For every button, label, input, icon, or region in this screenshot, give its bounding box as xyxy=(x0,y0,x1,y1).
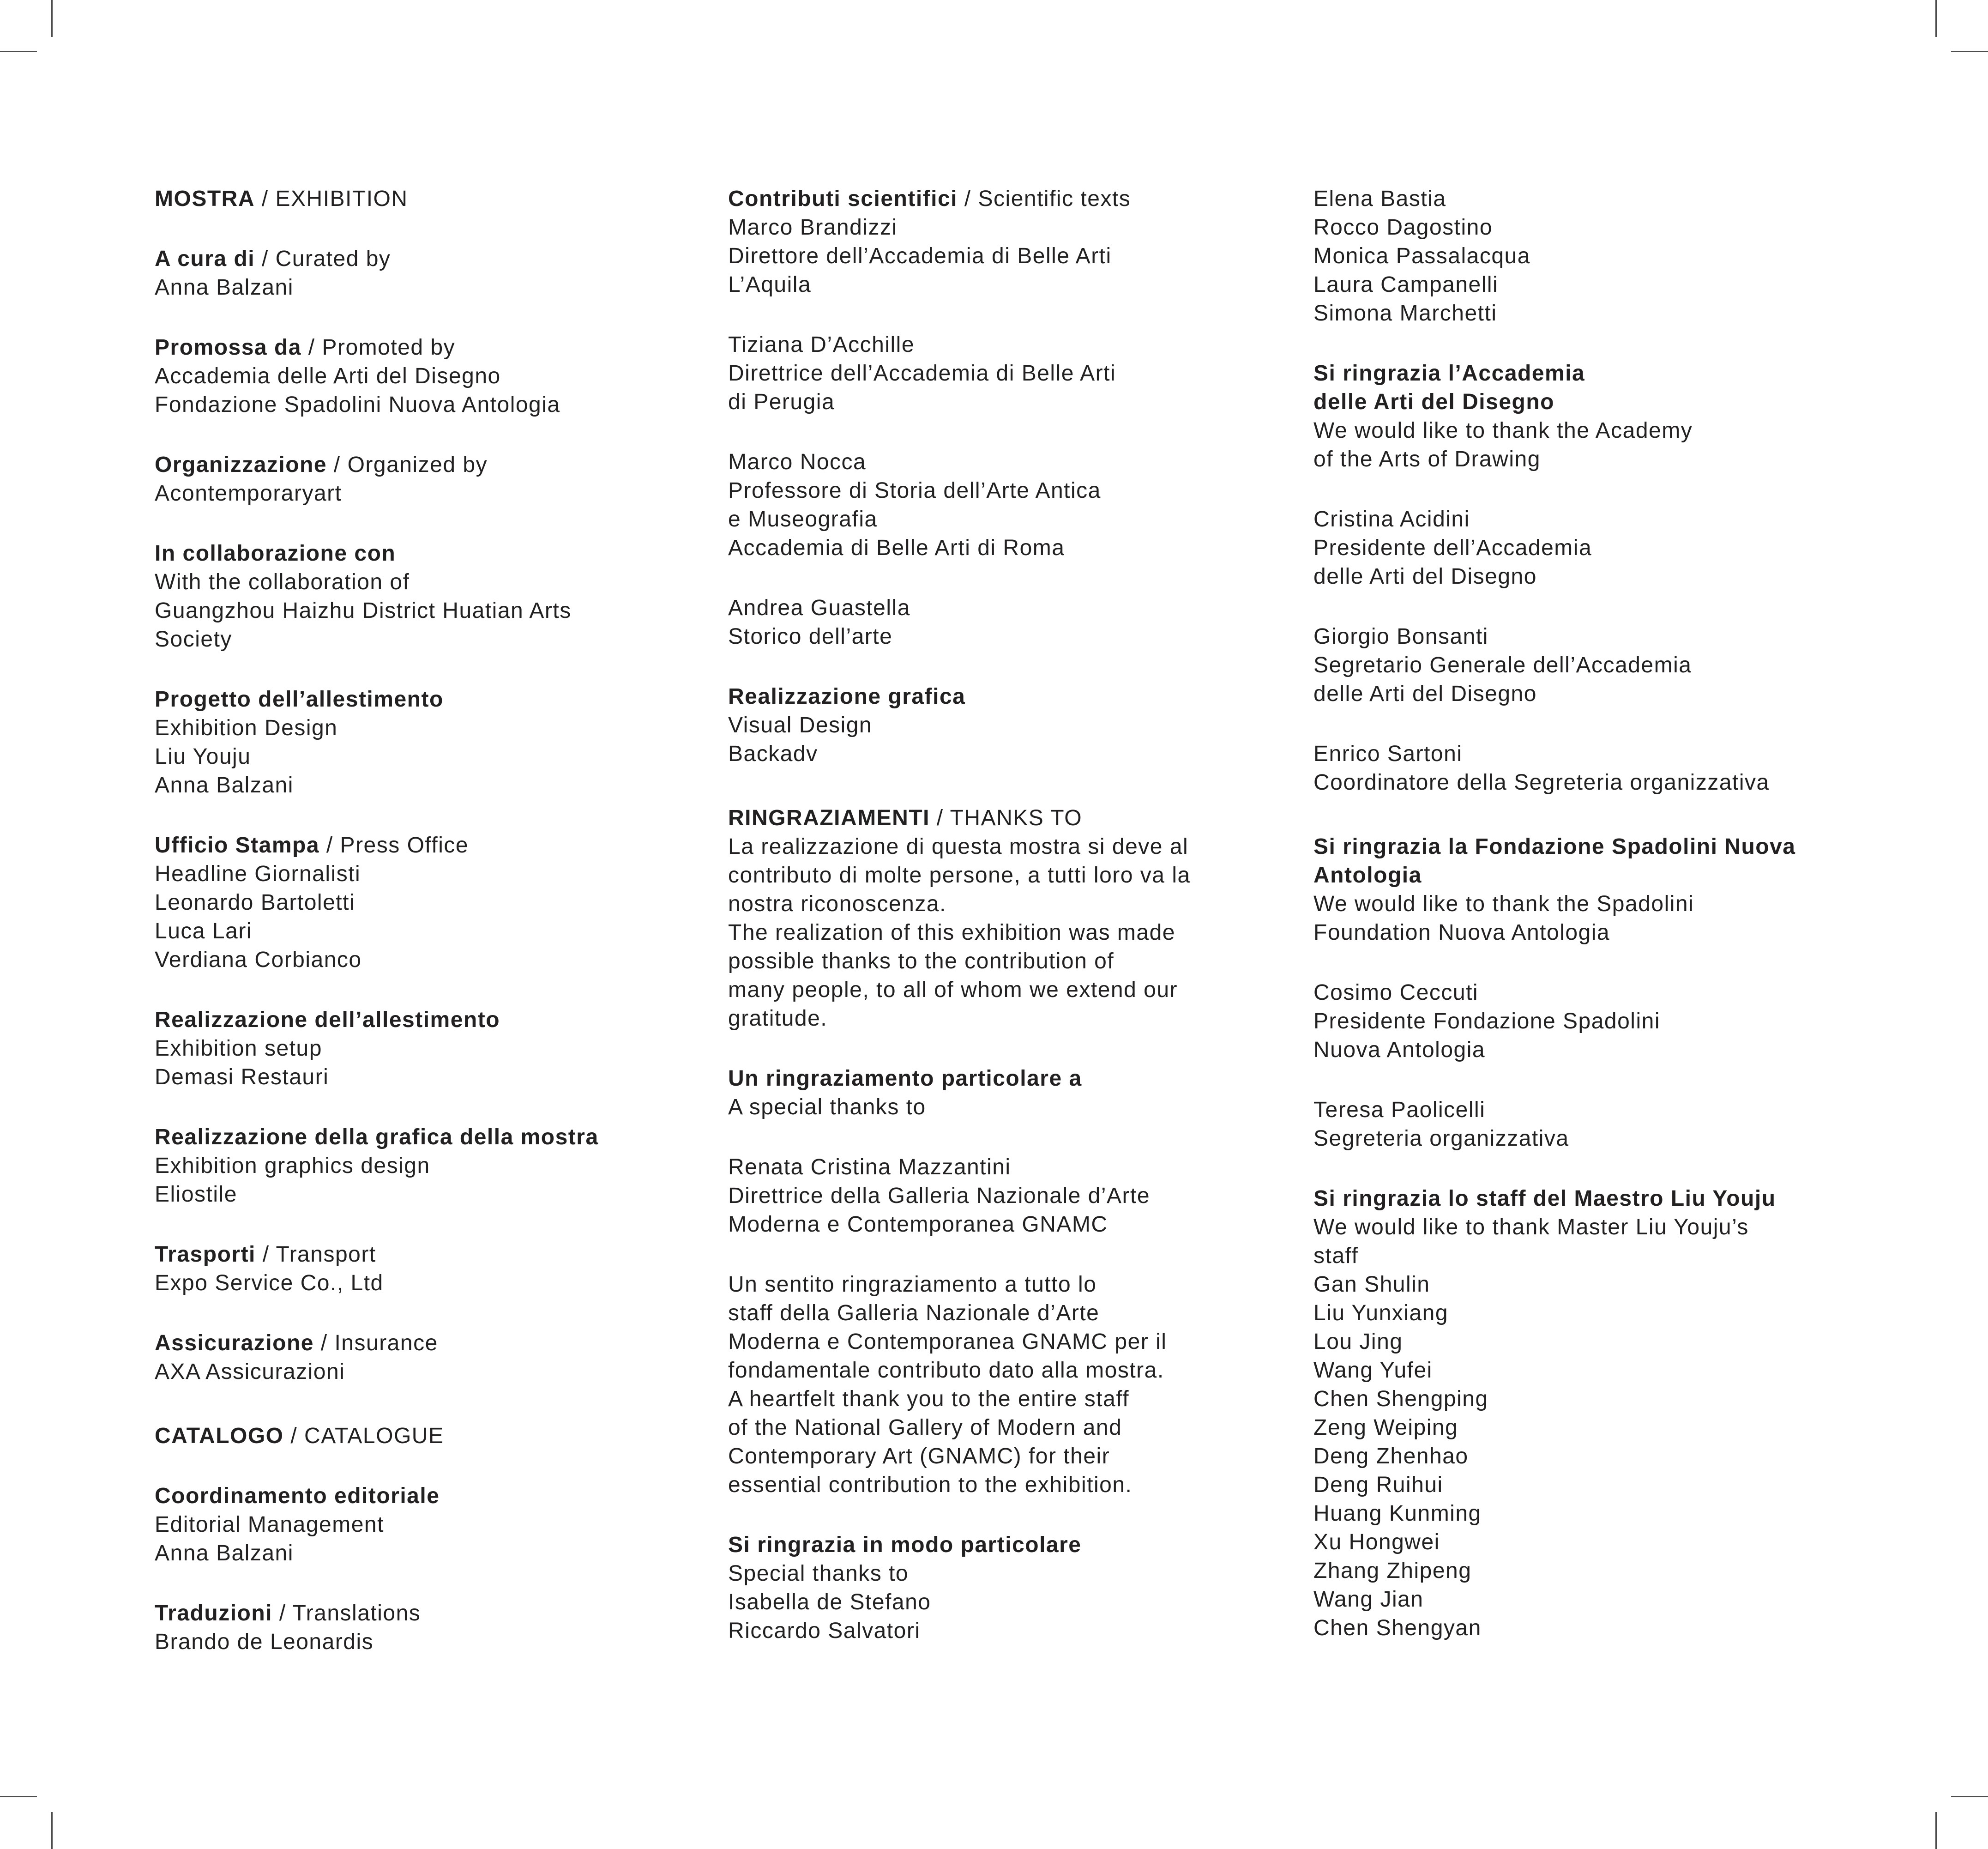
credit-block xyxy=(155,1006,599,1092)
credit-block xyxy=(155,1599,599,1656)
crop-mark-top-left-horizontal xyxy=(0,51,37,52)
text-line: Coordinamento editoriale xyxy=(155,1484,440,1508)
text-line: A heartfelt thank you to the entire staff xyxy=(728,1387,1130,1411)
text-line: Foundation Nuova Antologia xyxy=(1313,920,1610,945)
text-line: Chen Shengping xyxy=(1313,1387,1488,1411)
text-line: Isabella de Stefano xyxy=(728,1590,931,1614)
column-acknowledged-people xyxy=(1313,185,1795,1674)
credit-block xyxy=(155,245,599,302)
text-line: Realizzazione dell’allestimento xyxy=(155,1008,500,1032)
crop-mark-bottom-right-horizontal xyxy=(1951,1796,1988,1797)
text-line: Moderna e Contemporanea GNAMC xyxy=(728,1212,1108,1237)
credit-block xyxy=(1313,1096,1795,1153)
text-line: of the Arts of Drawing xyxy=(1313,447,1541,471)
text-line: delle Arti del Disegno xyxy=(1313,564,1537,589)
text-line: Contemporary Art (GNAMC) for their xyxy=(728,1444,1110,1468)
text-line: gratitude. xyxy=(728,1006,828,1031)
text-line: Renata Cristina Mazzantini xyxy=(728,1155,1011,1179)
text-line: Liu Youju xyxy=(155,744,251,769)
text-line: Guangzhou Haizhu District Huatian Arts xyxy=(155,598,572,623)
credit-block xyxy=(155,1240,599,1298)
text-line: CATALOGO / CATALOGUE xyxy=(155,1424,444,1448)
text-line: The realization of this exhibition was made xyxy=(728,920,1175,945)
text-line: Ufficio Stampa / Press Office xyxy=(155,833,469,858)
text-line: Moderna e Contemporanea GNAMC per il xyxy=(728,1329,1167,1354)
credit-block xyxy=(1313,185,1795,328)
text-line: Realizzazione grafica xyxy=(728,684,966,709)
text-line: In collaborazione con xyxy=(155,541,396,566)
text-line: Progetto dell’allestimento xyxy=(155,687,444,712)
text-line: Elena Bastia xyxy=(1313,187,1446,211)
credit-block xyxy=(155,831,599,974)
text-line: Riccardo Salvatori xyxy=(728,1619,921,1643)
text-line: Tiziana D’Acchille xyxy=(728,332,915,357)
text-line: We would like to thank the Academy xyxy=(1313,418,1693,443)
crop-mark-top-right-horizontal xyxy=(1951,51,1988,52)
text-line: delle Arti del Disegno xyxy=(1313,682,1537,706)
text-line: Backadv xyxy=(728,742,818,766)
credit-block xyxy=(728,683,1191,768)
crop-mark-bottom-right-vertical xyxy=(1935,1812,1937,1849)
credit-block xyxy=(155,1422,599,1450)
text-line: Visual Design xyxy=(728,713,873,737)
text-line: Traduzioni / Translations xyxy=(155,1601,421,1625)
text-line: Xu Hongwei xyxy=(1313,1530,1440,1554)
credit-block xyxy=(1313,979,1795,1064)
text-line: Trasporti / Transport xyxy=(155,1242,376,1267)
text-line: Realizzazione della grafica della mostra xyxy=(155,1125,599,1149)
text-line: Un sentito ringraziamento a tutto lo xyxy=(728,1272,1097,1297)
text-line: Gan Shulin xyxy=(1313,1272,1430,1297)
text-line: Luca Lari xyxy=(155,919,252,943)
text-line: Huang Kunming xyxy=(1313,1501,1482,1526)
text-line: MOSTRA / EXHIBITION xyxy=(155,187,408,211)
text-line: Deng Zhenhao xyxy=(1313,1444,1469,1468)
column-exhibition-credits xyxy=(155,185,599,1688)
text-line: many people, to all of whom we extend our xyxy=(728,978,1178,1002)
column-scientific-texts-and-thanks xyxy=(728,185,1191,1677)
text-line: Verdiana Corbianco xyxy=(155,948,362,972)
text-line: Brando de Leonardis xyxy=(155,1630,374,1654)
text-line: of the National Gallery of Modern and xyxy=(728,1415,1122,1440)
text-line: Rocco Dagostino xyxy=(1313,215,1493,240)
text-line: staff della Galleria Nazionale d’Arte xyxy=(728,1301,1100,1325)
credit-block xyxy=(1313,505,1795,591)
text-line: Zeng Weiping xyxy=(1313,1415,1458,1440)
text-line: Monica Passalacqua xyxy=(1313,244,1530,268)
text-line: Cristina Acidini xyxy=(1313,507,1470,532)
text-line: Assicurazione / Insurance xyxy=(155,1331,438,1355)
credit-block xyxy=(728,185,1191,299)
text-line: Headline Giornalisti xyxy=(155,862,361,886)
credit-block xyxy=(155,333,599,419)
text-line: Anna Balzani xyxy=(155,1541,294,1565)
text-line: Coordinatore della Segreteria organizzativa xyxy=(1313,770,1770,795)
text-line: Enrico Sartoni xyxy=(1313,742,1463,766)
credit-block xyxy=(1313,359,1795,474)
text-line: Acontemporaryart xyxy=(155,481,342,506)
text-line: Si ringrazia in modo particolare xyxy=(728,1533,1082,1557)
text-line: Wang Yufei xyxy=(1313,1358,1433,1383)
text-line: Eliostile xyxy=(155,1182,237,1207)
text-line: Professore di Storia dell’Arte Antica xyxy=(728,478,1101,503)
text-line: Si ringrazia l’Accademia xyxy=(1313,361,1585,386)
text-line: Marco Brandizzi xyxy=(728,215,898,240)
text-line: Chen Shengyan xyxy=(1313,1616,1482,1640)
text-line: Andrea Guastella xyxy=(728,596,910,620)
text-line: Demasi Restauri xyxy=(155,1065,329,1089)
crop-mark-bottom-left-vertical xyxy=(51,1812,53,1849)
text-line: staff xyxy=(1313,1244,1359,1268)
text-line: Simona Marchetti xyxy=(1313,301,1497,326)
text-line: We would like to thank the Spadolini xyxy=(1313,892,1694,916)
credit-block xyxy=(728,594,1191,651)
text-line: Society xyxy=(155,627,232,652)
text-line: nostra riconoscenza. xyxy=(728,892,946,916)
text-line: Organizzazione / Organized by xyxy=(155,453,488,477)
credit-block xyxy=(728,1153,1191,1239)
credit-block xyxy=(728,331,1191,417)
text-line: Liu Yunxiang xyxy=(1313,1301,1449,1325)
text-line: Si ringrazia la Fondazione Spadolini Nuova xyxy=(1313,834,1796,859)
credit-block xyxy=(728,448,1191,562)
text-line: Marco Nocca xyxy=(728,450,867,474)
text-line: Leonardo Bartoletti xyxy=(155,890,355,915)
crop-mark-top-left-vertical xyxy=(51,0,53,37)
text-line: Zhang Zhipeng xyxy=(1313,1559,1472,1583)
text-line: fondamentale contributo dato alla mostra. xyxy=(728,1358,1164,1383)
text-line: With the collaboration of xyxy=(155,570,410,594)
credit-block xyxy=(728,1270,1191,1499)
text-line: Antologia xyxy=(1313,863,1422,888)
text-line: Segreteria organizzativa xyxy=(1313,1126,1569,1151)
text-line: Contributi scientifici / Scientific texts xyxy=(728,187,1131,211)
text-line: We would like to thank Master Liu Youju’s xyxy=(1313,1215,1749,1239)
text-line: delle Arti del Disegno xyxy=(1313,390,1554,414)
text-line: Anna Balzani xyxy=(155,275,294,300)
credit-block xyxy=(728,1064,1191,1122)
credit-block xyxy=(1313,1184,1795,1643)
text-line: essential contribution to the exhibition. xyxy=(728,1473,1133,1497)
text-line: Promossa da / Promoted by xyxy=(155,335,456,360)
text-line: Exhibition Design xyxy=(155,716,338,740)
credit-block xyxy=(155,451,599,508)
credit-block xyxy=(155,1123,599,1209)
text-line: e Museografia xyxy=(728,507,878,532)
text-line: Giorgio Bonsanti xyxy=(1313,624,1488,649)
text-line: Wang Jian xyxy=(1313,1587,1424,1612)
text-line: possible thanks to the contribution of xyxy=(728,949,1114,973)
text-line: Expo Service Co., Ltd xyxy=(155,1271,384,1295)
text-line: Exhibition setup xyxy=(155,1036,322,1061)
text-line: Storico dell’arte xyxy=(728,624,893,649)
text-line: Exhibition graphics design xyxy=(155,1154,430,1178)
text-line: Direttore dell’Accademia di Belle Arti xyxy=(728,244,1112,268)
text-line: Teresa Paolicelli xyxy=(1313,1098,1486,1122)
text-line: Fondazione Spadolini Nuova Antologia xyxy=(155,393,560,417)
credit-block xyxy=(1313,622,1795,708)
text-line: Segretario Generale dell’Accademia xyxy=(1313,653,1692,677)
text-line: Accademia delle Arti del Disegno xyxy=(155,364,501,388)
text-line: Editorial Management xyxy=(155,1512,384,1537)
credit-block xyxy=(1313,833,1795,947)
credit-block xyxy=(155,685,599,800)
text-line: Presidente Fondazione Spadolini xyxy=(1313,1009,1660,1033)
credit-block xyxy=(1313,740,1795,797)
credit-block xyxy=(728,804,1191,1033)
crop-mark-top-right-vertical xyxy=(1935,0,1937,37)
text-line: Anna Balzani xyxy=(155,773,294,798)
text-line: Nuova Antologia xyxy=(1313,1038,1486,1062)
text-line: Direttrice dell’Accademia di Belle Arti xyxy=(728,361,1116,386)
text-line: di Perugia xyxy=(728,390,835,414)
text-line: A special thanks to xyxy=(728,1095,926,1119)
text-line: Direttrice della Galleria Nazionale d’Arte xyxy=(728,1184,1151,1208)
text-line: Un ringraziamento particolare a xyxy=(728,1066,1082,1091)
text-line: L’Aquila xyxy=(728,272,812,297)
text-line: Si ringrazia lo staff del Maestro Liu Youju xyxy=(1313,1186,1776,1211)
text-line: Lou Jing xyxy=(1313,1329,1403,1354)
credit-block xyxy=(155,185,599,213)
text-line: Laura Campanelli xyxy=(1313,272,1499,297)
credit-block xyxy=(728,1531,1191,1645)
text-line: Deng Ruihui xyxy=(1313,1473,1443,1497)
text-line: Accademia di Belle Arti di Roma xyxy=(728,536,1065,560)
text-line: contributo di molte persone, a tutti loro va la xyxy=(728,863,1191,888)
text-line: Special thanks to xyxy=(728,1561,909,1586)
text-line: La realizzazione di questa mostra si deve al xyxy=(728,834,1189,859)
text-line: RINGRAZIAMENTI / THANKS TO xyxy=(728,806,1083,830)
credit-block xyxy=(155,539,599,654)
text-line: Cosimo Ceccuti xyxy=(1313,980,1479,1005)
credit-block xyxy=(155,1482,599,1568)
text-line: A cura di / Curated by xyxy=(155,247,391,271)
text-line: Presidente dell’Accademia xyxy=(1313,536,1592,560)
text-line: AXA Assicurazioni xyxy=(155,1360,345,1384)
crop-mark-bottom-left-horizontal xyxy=(0,1796,37,1797)
credit-block xyxy=(155,1329,599,1386)
